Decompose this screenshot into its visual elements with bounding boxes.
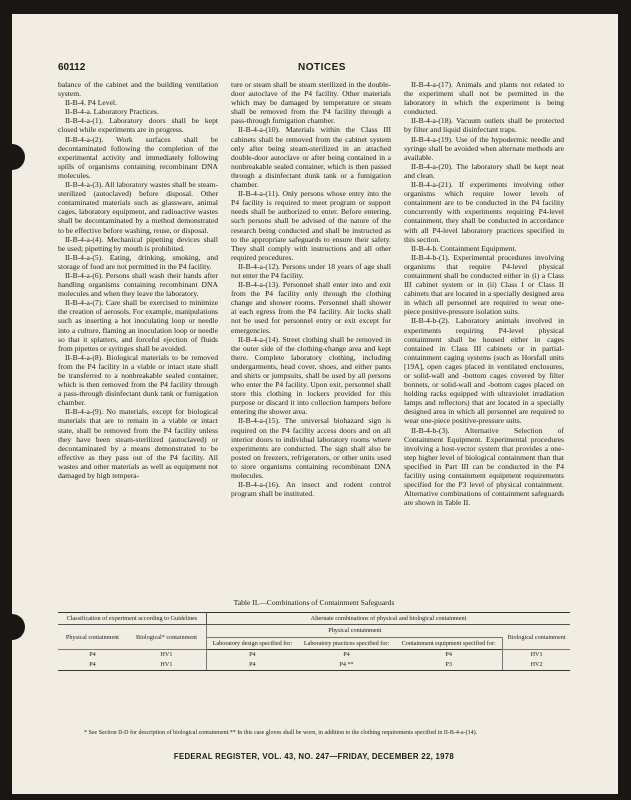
paragraph: II-B-4-b-(1). Experimental procedures involving organisms that require P4-level physical containment shall be conducted either in (i) a Class III cabinet system or in (ii) Class I or Class II cabinets that are located in a specially designed area in which all personnel are required to wear one-piece positive-pressure isolation suits. <box>404 252 564 317</box>
document-page <box>12 14 618 794</box>
paragraph: II-B-4-a-(2). Work surfaces shall be decontaminated following the completion of the experimental activity and immediately following spills of organisms containing recombinant DNA molecules. <box>58 134 218 180</box>
text-column-3 <box>404 80 564 592</box>
paragraph: II-B-4-a-(9). No materials, except for biological materials that are to remain in a viable or intact state, shall be removed from the P4 facility unless they have been steam-sterilized (autoclaved) or decontaminated by a means demonstrated to be effective as they pass out of the P4 facility. All wastes and other materials as well as equipment not damaged by high tempera- <box>58 407 218 481</box>
table-cell: HV1 <box>530 651 543 659</box>
paragraph: II-B-4-a-(14). Street clothing shall be removed in the outer side of the clothing-change area and kept there. Complete laboratory clothing, including undergarments, head cover, shoes, and either pants and shirts or jumpsuits, shall be used by all persons who enter the P4 facility. Upon exit, personnel shall store this clothing in lockers provided for this purpose or discard it into collection hampers before entering the shower area. <box>231 334 391 417</box>
table-cell: P4 <box>343 651 350 659</box>
binder-hole <box>12 144 25 170</box>
text-column-2 <box>231 80 391 592</box>
paragraph: II-B-4-b. Containment Equipment. <box>411 243 517 253</box>
page-footer: FEDERAL REGISTER, VOL. 43, NO. 247—FRIDAY, DECEMBER 22, 1978 <box>173 752 455 761</box>
table-cell: P4 <box>89 651 96 659</box>
table-cell: P3 <box>395 660 502 671</box>
paragraph: II-B-4-a-(18). Vacuum outlets shall be protected by filter and liquid disinfectant traps. <box>404 116 564 135</box>
paragraph: II-B-4-a-(3). All laboratory wastes shall be steam-sterilized (autoclaved) before disposal. Other contaminated materials such as glassware, animal cages, laboratory equipment, and radioactive wastes shall be decontaminated by a method demonstrated to be effective before washing, reuse, or disposal. <box>58 180 218 235</box>
header-bio-containment: Biological containment <box>503 625 570 650</box>
table-cell: HV1 <box>127 650 206 660</box>
header-lab-practices: Laboratory practices specified for: <box>298 637 395 649</box>
paragraph: II-B-4-a-(1). Laboratory doors shall be kept closed while experiments are in progress. <box>58 116 218 135</box>
paragraph: II-B-4-a-(11). Only persons whose entry into the P4 facility is required to meet program or support needs shall be authorized to enter. Before entering, such persons shall be advised of the nature of the research being conducted and shall be instructed as to the appropriate safeguards to ensure their safety. They shall comply with instructions and all other required procedures. <box>231 189 391 262</box>
header-physical: Physical containment <box>58 625 127 650</box>
text-column-1 <box>58 80 218 592</box>
paragraph: II-B-4-b-(2). Laboratory animals involved in experiments requiring P4-level physical containment shall be housed either in cages contained in Class III cabinets or in partial-containment caging systems (such as Horsfall units [19A], open cages placed in ventilated enclosures, or solid-wall and -bottom cages covered by filter bonnets, or solid-wall and -bottom cages placed on holding racks equipped with ultraviolet irradiation lamps and reflectors) that are located in a specially designed area in which all personnel are required to wear one-piece positive-pressure suits. <box>404 316 564 426</box>
table-cell: HV2 <box>503 660 570 671</box>
table-footnote: * See Section II-D for description of biological containment.** In this case gloves shall be worn, in addition to the clothing requirements specified in II-B-4-a-(14). <box>84 730 478 736</box>
paragraph: II-B-4-a-(12). Persons under 18 years of age shall not enter the P4 facility. <box>231 261 391 280</box>
paragraph: II-B-4-a-(17). Animals and plants not related to the experiment shall not be permitted in the laboratory in which the experiment is being conducted. <box>404 80 564 117</box>
table-cell: P4 <box>206 660 297 671</box>
binder-hole <box>12 614 25 640</box>
header-physical-group: Physical containment <box>206 625 502 637</box>
paragraph: II-B-4-a. Laboratory Practices. <box>65 107 159 117</box>
paragraph: ture or steam shall be steam sterilized in the double-door autoclave of the P4 facility. Other materials which may be damaged by temperature or steam shall be removed from the P4 facility through a pass-through fumigation chamber. <box>231 80 391 126</box>
paragraph: II-B-4-a-(7). Care shall be exercised to minimize the creation of aerosols. For example, manipulations such as inserting a hot inoculating loop or needle into a culture, flaming an inoculation loop or needle so that it splatters, and forceful ejection of fluids from pipettes or syringes shall be avoided. <box>58 298 218 353</box>
containment-table <box>58 612 570 671</box>
paragraph: II-B-4-b-(3). Alternative Selection of Containment Equipment. Experimental procedures involving a host-vector system that provides a one-step higher level of biological containment than that specified in Part III can be conducted in the P4 facility using containment equipment requirements specified for the P3 level of physical containment. Alternative combinations of containment safeguards are shown in Table II. <box>404 425 564 508</box>
section-title: NOTICES <box>298 62 346 73</box>
table-cell: P4 <box>395 650 502 660</box>
paragraph: II-B-4-a-(13). Personnel shall enter into and exit from the P4 facility only through the clothing change and shower rooms. Personnel shall shower at each egress from the P4 facility. Air locks shall not be used for personnel entry or exit except for emergencies. <box>231 280 391 335</box>
table-row <box>58 650 570 660</box>
table-cell: P4 ** <box>298 660 395 671</box>
table-row <box>58 660 570 671</box>
paragraph: II-B-4-a-(10). Materials within the Class III cabinets shall be removed from the cabinet system only after being steam-sterilized in an attached double-door autoclave or after being contained in a nonbreakable sealed container, which is then passed through a disinfectant dunk tank or a fumigation chamber. <box>231 125 391 190</box>
paragraph: II-B-4-a-(5). Eating, drinking, smoking, and storage of food are not permitted in the P4 facility. <box>58 252 218 271</box>
header-lab-design: Laboratory design specified for: <box>206 637 297 649</box>
paragraph: II-B-4. P4 Level. <box>65 98 117 108</box>
paragraph: II-B-4-a-(15). The universal biohazard sign is required on the P4 facility access doors and on all interior doors to individual laboratory rooms where experiments are conducted. The sign shall also be posted on freezers, refrigerators, or other units used to store organisms containing recombinant DNA molecules. <box>231 416 391 481</box>
table-cell: P4 <box>58 660 127 671</box>
paragraph: II-B-4-a-(21). If experiments involving other organisms which require lower levels of containment are to be conducted in the P4 facility concurrently with experiments requiring P4-level containment, they shall be conducted in accordance with all P4-level laboratory practices specified in this section. <box>404 180 564 244</box>
header-alternate: Alternate combinations of physical and biological containment <box>206 613 570 625</box>
paragraph: balance of the cabinet and the building ventilation system. <box>58 80 218 99</box>
paragraph: II-B-4-a-(20). The laboratory shall be kept neat and clean. <box>404 161 564 180</box>
paragraph: II-B-4-a-(8). Biological materials to be removed from the P4 facility in a viable or intact state shall be transferred to a nonbreakable sealed container, which is then removed from the P4 facility through a pass-through disinfectant dunk tank or fumigation chamber. <box>58 352 218 408</box>
page-number: 60112 <box>58 62 86 73</box>
header-equipment: Containment equipment specified for: <box>395 637 502 649</box>
table-cell: P4 <box>249 651 256 659</box>
header-classification: Classification of experiment according to Guidelines <box>58 613 206 625</box>
page-header <box>58 62 570 76</box>
table-caption: Table II.—Combinations of Containment Safeguards <box>233 598 395 607</box>
paragraph: II-B-4-a-(4). Mechanical pipetting devices shall be used; pipetting by mouth is prohibited. <box>58 234 218 253</box>
table-cell: HV1 <box>127 660 206 671</box>
paragraph: II-B-4-a-(19). Use of the hypodermic needle and syringe shall be avoided when alternate methods are available. <box>404 134 564 162</box>
paragraph: II-B-4-a-(6). Persons shall wash their hands after handling organisms containing recombinant DNA molecules and when they leave the laboratory. <box>58 270 218 299</box>
header-biological: Biological* containment <box>127 625 206 650</box>
paragraph: II-B-4-a-(16). An insect and rodent control program shall be instituted. <box>231 480 391 499</box>
